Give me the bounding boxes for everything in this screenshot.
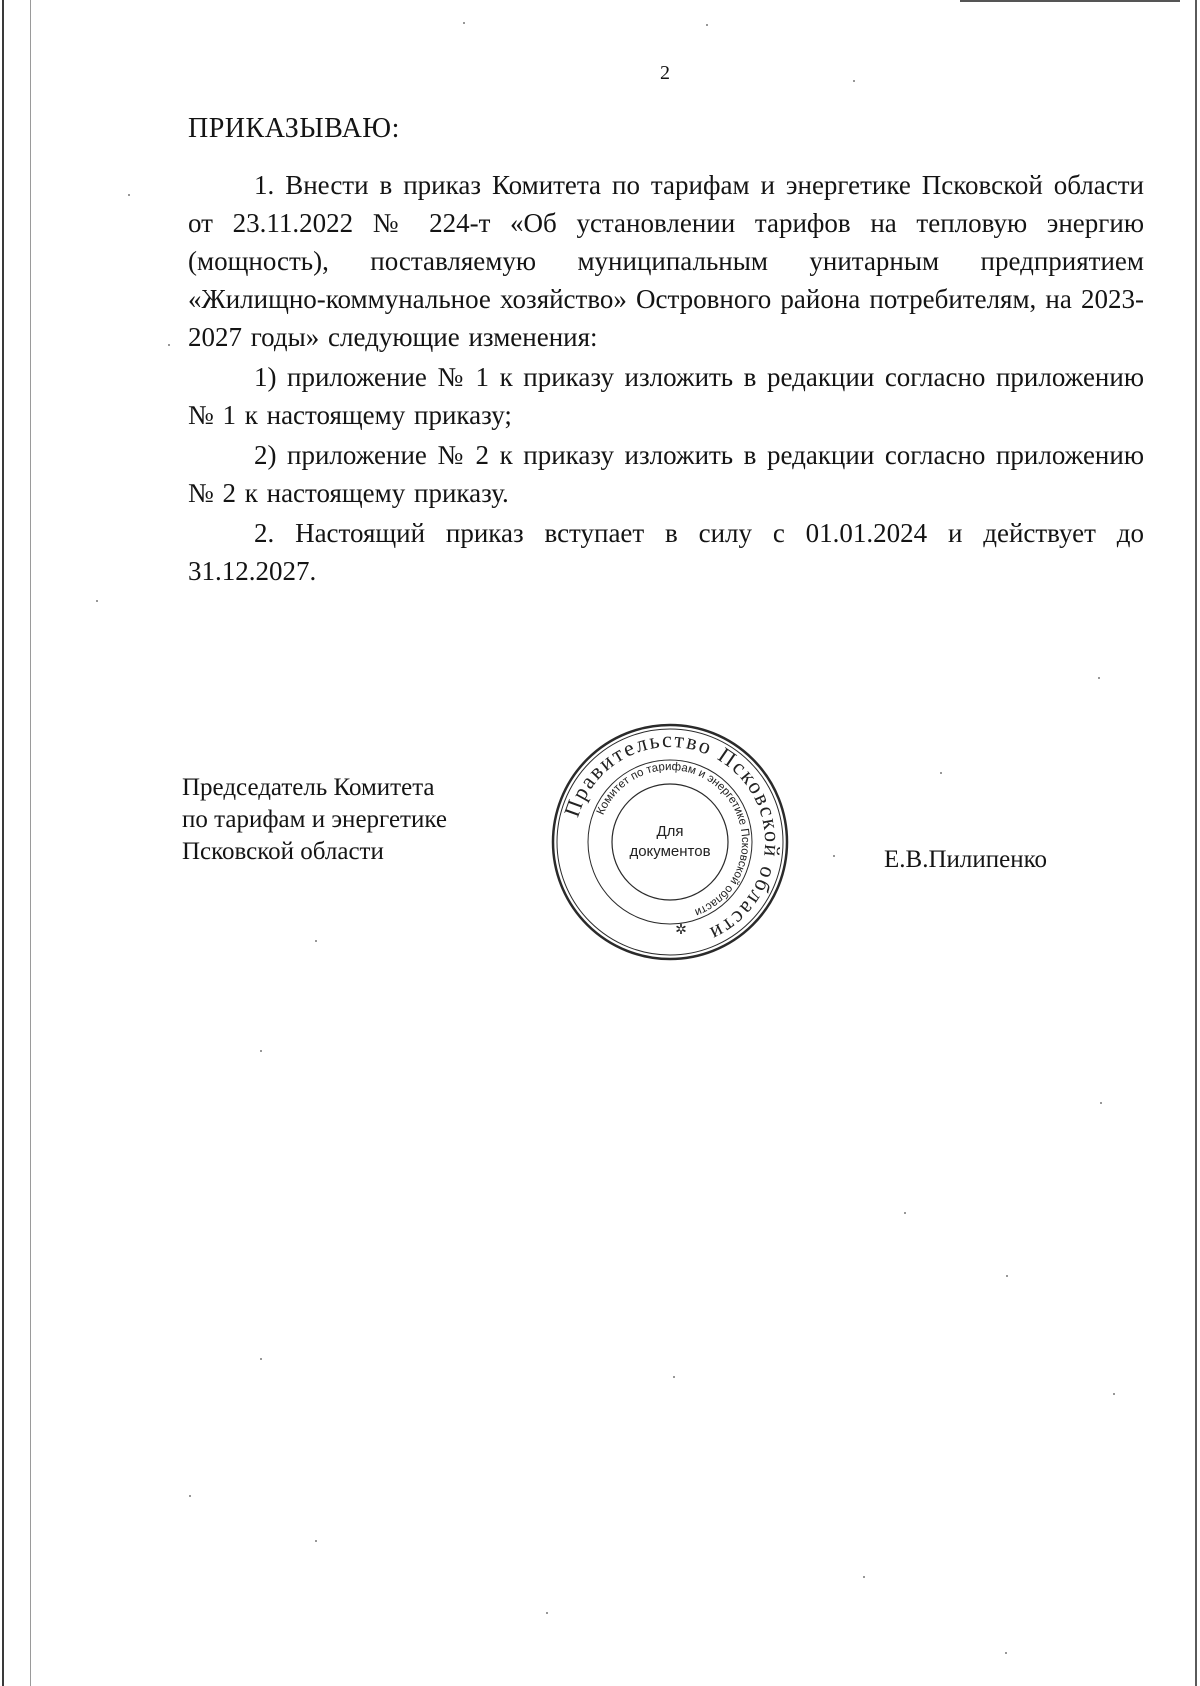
signatory-name: Е.В.Пилипенко (884, 846, 1047, 873)
seal-star-icon: ✲ (675, 922, 687, 938)
scan-speck (189, 1495, 191, 1497)
scan-speck (1098, 677, 1100, 679)
scan-speck (96, 600, 98, 602)
order-subitem-1: 1) приложение № 1 к приказу изложить в редакции согласно приложению № 1 к настоящему приказу; (188, 362, 1144, 430)
order-paragraph-2: 2. Настоящий приказ вступает в силу с 01.01.2024 и действует до 31.12.2027. (188, 518, 1144, 586)
scan-speck (315, 940, 317, 942)
seal-inner-ring (612, 784, 728, 900)
scan-edge-right (1195, 0, 1197, 1686)
scan-edge-left (2, 0, 4, 1686)
signatory-position-line-2: по тарифам и энергетике (182, 806, 447, 833)
scan-speck (833, 855, 835, 857)
scan-speck (463, 22, 465, 24)
page-number: 2 (660, 62, 670, 84)
signatory-position (182, 772, 447, 868)
seal-center-line-2: документов (629, 843, 711, 860)
scan-speck (863, 1576, 865, 1578)
scan-speck (706, 24, 708, 26)
scan-speck (168, 344, 170, 346)
seal-outer-text: Правительство Псковской области (558, 726, 786, 948)
scan-speck (940, 772, 942, 774)
scan-speck (1005, 1652, 1007, 1654)
order-paragraph-1: 1. Внести в приказ Комитета по тарифам и энергетике Псковской области от 23.11.2022 № 224-т «Об установлении тарифов на тепловую энергию (мощность), поставляемую муниципальным унитарным предприятием «Жилищно-коммунальное хозяйство» Островного района потребителям, на 2023-2027 годы» следующие изменения: (188, 170, 1144, 352)
scan-speck (1113, 1393, 1115, 1395)
signatory-position-line-3: Псковской области (182, 838, 384, 865)
scan-speck (853, 80, 855, 82)
scan-speck (260, 1050, 262, 1052)
scan-edge-top (960, 0, 1180, 2)
order-heading: ПРИКАЗЫВАЮ: (188, 113, 400, 144)
signatory-position-line-1: Председатель Комитета (182, 774, 435, 801)
scan-speck (1006, 1275, 1008, 1277)
seal-center-line-1: Для (656, 823, 684, 840)
scan-speck (1100, 1102, 1102, 1104)
seal-inner-text: Комитет по тарифам и энергетике Псковской области (594, 760, 752, 919)
scan-speck (546, 1612, 548, 1614)
scan-speck (260, 1358, 262, 1360)
scan-edge-left-inner (30, 0, 31, 1686)
scan-speck (904, 1212, 906, 1214)
order-body (188, 166, 1144, 592)
order-subitem-2: 2) приложение № 2 к приказу изложить в редакции согласно приложению № 2 к настоящему приказу. (188, 440, 1144, 508)
official-seal (550, 722, 790, 962)
scan-speck (128, 194, 130, 196)
scan-speck (673, 1376, 675, 1378)
scan-speck (315, 1540, 317, 1542)
